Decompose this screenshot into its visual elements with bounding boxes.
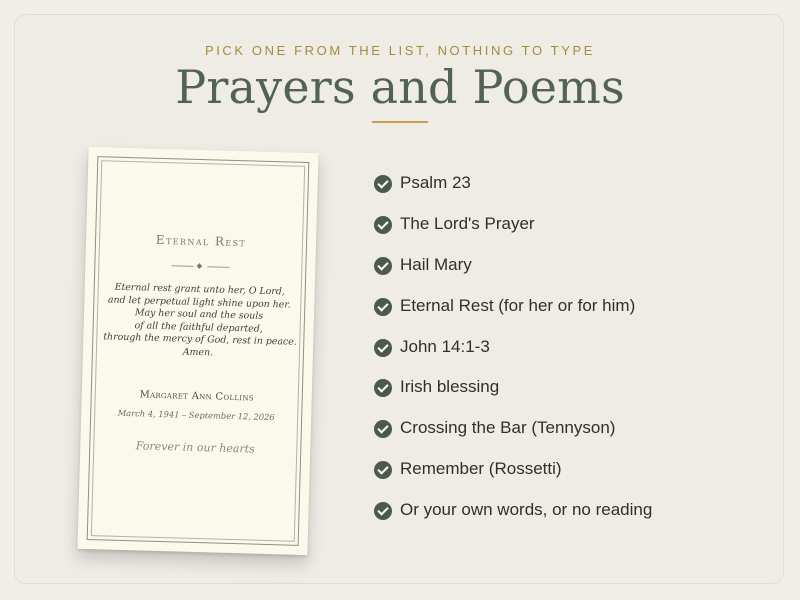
prayer-line: May her soul and the souls	[134, 307, 264, 322]
life-dates: March 4, 1941 – September 12, 2026	[117, 407, 275, 423]
check-circle-icon	[374, 175, 392, 193]
prayer-text	[103, 281, 295, 362]
prayer-line: Amen.	[182, 346, 214, 359]
prayer-line: through the mercy of God, rest in peace.	[103, 331, 297, 349]
option-irish-blessing[interactable]	[374, 376, 764, 417]
ornament-line-left	[171, 265, 193, 267]
option-label: Eternal Rest (for her or for him)	[400, 295, 636, 315]
prayer-card	[77, 147, 318, 555]
option-crossing-the-bar[interactable]	[374, 417, 764, 458]
header	[0, 0, 800, 130]
option-label: Crossing the Bar (Tennyson)	[400, 418, 616, 438]
option-label: Hail Mary	[400, 254, 472, 274]
option-remember[interactable]	[374, 458, 764, 499]
reading-options-list	[374, 172, 764, 540]
option-label: Remember (Rossetti)	[400, 459, 562, 479]
check-circle-icon	[374, 379, 392, 397]
option-label: Psalm 23	[400, 173, 471, 192]
option-label: Irish blessing	[400, 377, 500, 397]
closing-line: Forever in our hearts	[135, 439, 255, 456]
check-circle-icon	[374, 216, 392, 234]
page-title: Prayers and Poems	[175, 60, 625, 114]
deceased-name: Margaret Ann Collins	[139, 389, 255, 404]
option-own-words-or-none[interactable]	[374, 499, 764, 540]
ornament-line-right	[207, 266, 229, 268]
option-psalm-23[interactable]	[374, 172, 764, 213]
check-circle-icon	[374, 298, 392, 316]
check-circle-icon	[374, 502, 392, 520]
check-circle-icon	[374, 461, 392, 479]
prayer-line: and let perpetual light shine upon her.	[107, 294, 291, 311]
option-hail-mary[interactable]	[374, 254, 764, 295]
prayer-line: Eternal rest grant unto her, O Lord,	[114, 281, 285, 298]
prayer-line: of all the faithful departed,	[134, 320, 263, 335]
ornament-divider-icon	[171, 262, 229, 272]
option-john-14[interactable]	[374, 336, 764, 377]
prayer-card-preview	[77, 147, 318, 555]
card-title: Eternal Rest	[155, 232, 247, 250]
option-lords-prayer[interactable]	[374, 213, 764, 254]
title-divider	[372, 121, 428, 123]
check-circle-icon	[374, 339, 392, 357]
option-eternal-rest[interactable]	[374, 295, 764, 336]
option-label: John 14:1-3	[400, 336, 490, 356]
check-circle-icon	[374, 420, 392, 438]
check-circle-icon	[374, 257, 392, 275]
option-label: The Lord's Prayer	[400, 213, 535, 233]
diamond-icon	[197, 263, 203, 269]
eyebrow-instruction: PICK ONE FROM THE LIST, NOTHING TO TYPE	[204, 43, 596, 58]
option-label: Or your own words, or no reading	[400, 500, 653, 520]
